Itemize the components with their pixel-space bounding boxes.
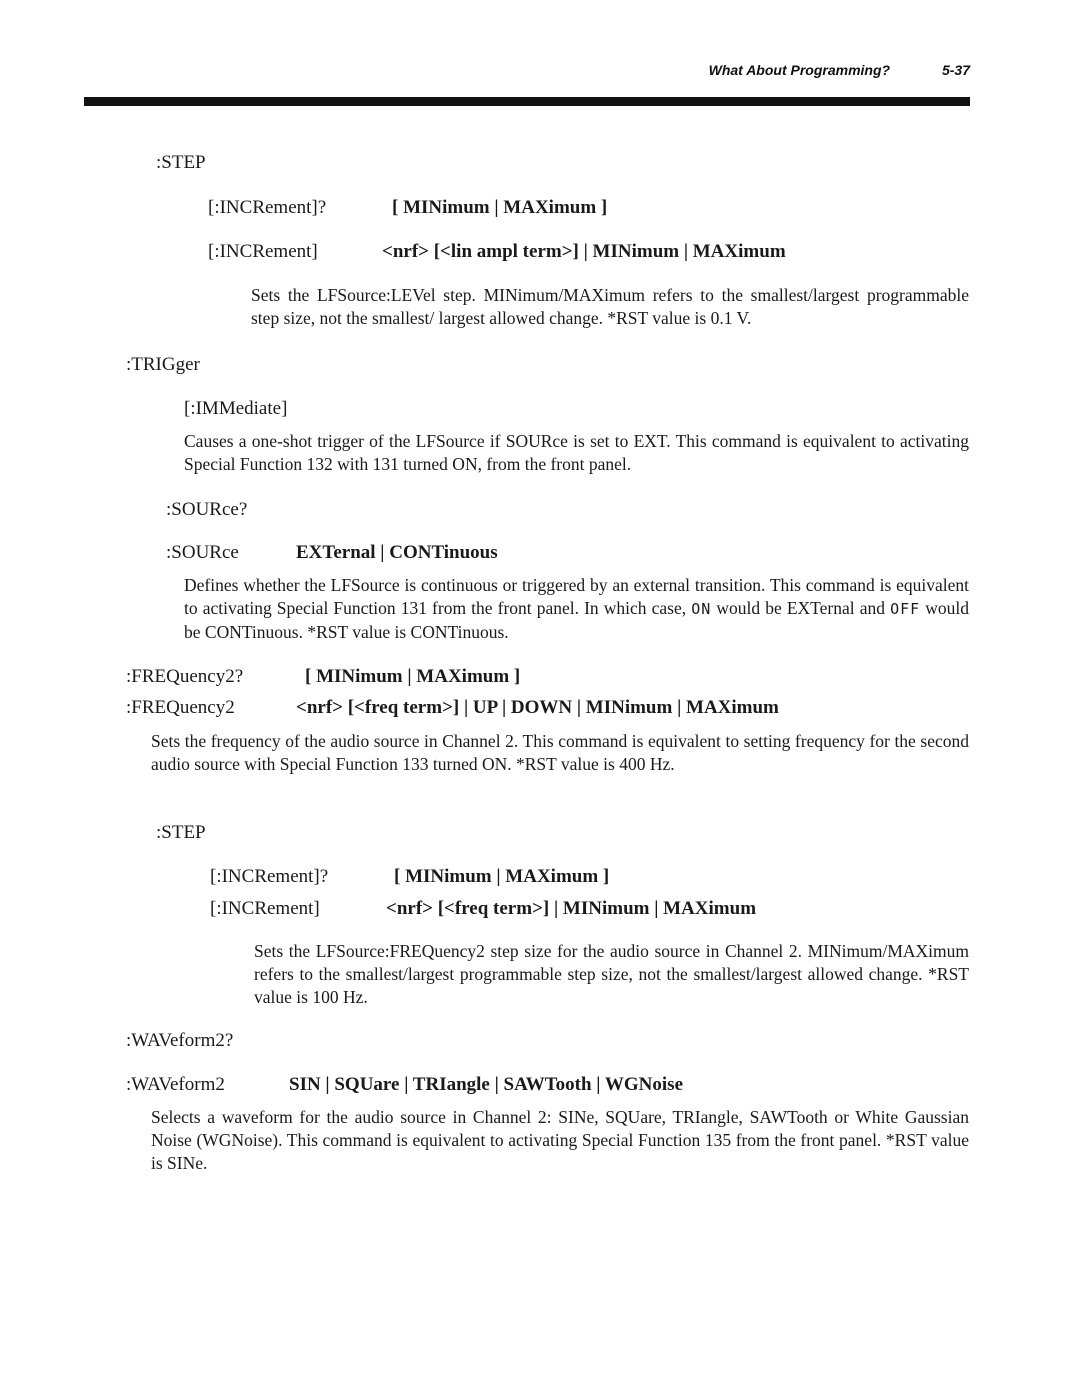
step1-set-params: <nrf> [<lin ampl term>] | MINimum | MAXimum: [382, 241, 786, 262]
waveform2-set: :WAVeform2: [126, 1074, 225, 1095]
source-set-params: EXTernal | CONTinuous: [296, 542, 498, 563]
step1-query: [:INCRement]?: [208, 197, 327, 218]
source-description-part2: would be EXTernal and: [716, 598, 885, 618]
frequency2-description: Sets the frequency of the audio source in Channel 2. This command is equivalent to setting frequency for the second audio source with Special Function 133 turned ON. *RST value is 400 Hz.: [151, 731, 969, 774]
trigger-heading: :TRIGger: [126, 354, 200, 375]
trigger-description: Causes a one-shot trigger of the LFSource if SOURce is set to EXT. This command is equivalent to activating Special Function 132 with 131 turned ON, from the front panel.: [184, 431, 969, 474]
frequency2-query: :FREQuency2?: [126, 666, 244, 687]
frequency2-set-params: <nrf> [<freq term>] | UP | DOWN | MINimum | MAXimum: [296, 697, 779, 718]
header-rule: [84, 97, 970, 106]
source-set: :SOURce: [166, 542, 239, 563]
header-title: What About Programming?: [708, 62, 891, 78]
on-label: ON: [691, 600, 712, 618]
step1-set: [:INCRement]: [208, 241, 318, 262]
step2-set-params: <nrf> [<freq term>] | MINimum | MAXimum: [386, 898, 757, 919]
step2-query: [:INCRement]?: [210, 866, 329, 887]
waveform2-set-params: SIN | SQUare | TRIangle | SAWTooth | WGNoise: [289, 1074, 683, 1095]
step2-query-params: [ MINimum | MAXimum ]: [394, 866, 610, 887]
frequency2-set: :FREQuency2: [126, 697, 235, 718]
off-label: OFF: [890, 600, 921, 618]
step2-heading: :STEP: [156, 822, 206, 843]
page-header: [709, 62, 970, 78]
waveform2-query: :WAVeform2?: [126, 1030, 234, 1051]
step1-description: Sets the LFSource:LEVel step. MINimum/MAXimum refers to the smallest/largest programmable step size, not the smallest/ largest allowed change. *RST value is 0.1 V.: [251, 285, 969, 328]
step1-query-params: [ MINimum | MAXimum ]: [392, 197, 608, 218]
source-description: [184, 574, 969, 644]
source-description-part3: would be CONTinuous. *RST value is CONTinuous.: [184, 598, 970, 642]
waveform2-description: Selects a waveform for the audio source in Channel 2: SINe, SQUare, TRIangle, SAWTooth or White Gaussian Noise (WGNoise). This command is equivalent to activating Special Function 135 from the front panel. *RST value is SINe.: [151, 1107, 969, 1173]
source-query: :SOURce?: [166, 499, 248, 520]
source-description-part1: Defines whether the LFSource is continuous or triggered by an external transition. This command is equivalent to activating Special Function 131 from the front panel. In which case,: [184, 575, 969, 618]
trigger-immediate: [:IMMediate]: [184, 398, 288, 419]
step2-set: [:INCRement]: [210, 898, 320, 919]
step1-heading: :STEP: [156, 152, 206, 173]
frequency2-query-params: [ MINimum | MAXimum ]: [305, 666, 521, 687]
page-number: 5-37: [941, 62, 970, 78]
step2-description: Sets the LFSource:FREQuency2 step size for the audio source in Channel 2. MINimum/MAXimum refers to the smallest/largest programmable step size, not the smallest/largest allowed change. *RST value is 100 Hz.: [254, 941, 969, 1007]
